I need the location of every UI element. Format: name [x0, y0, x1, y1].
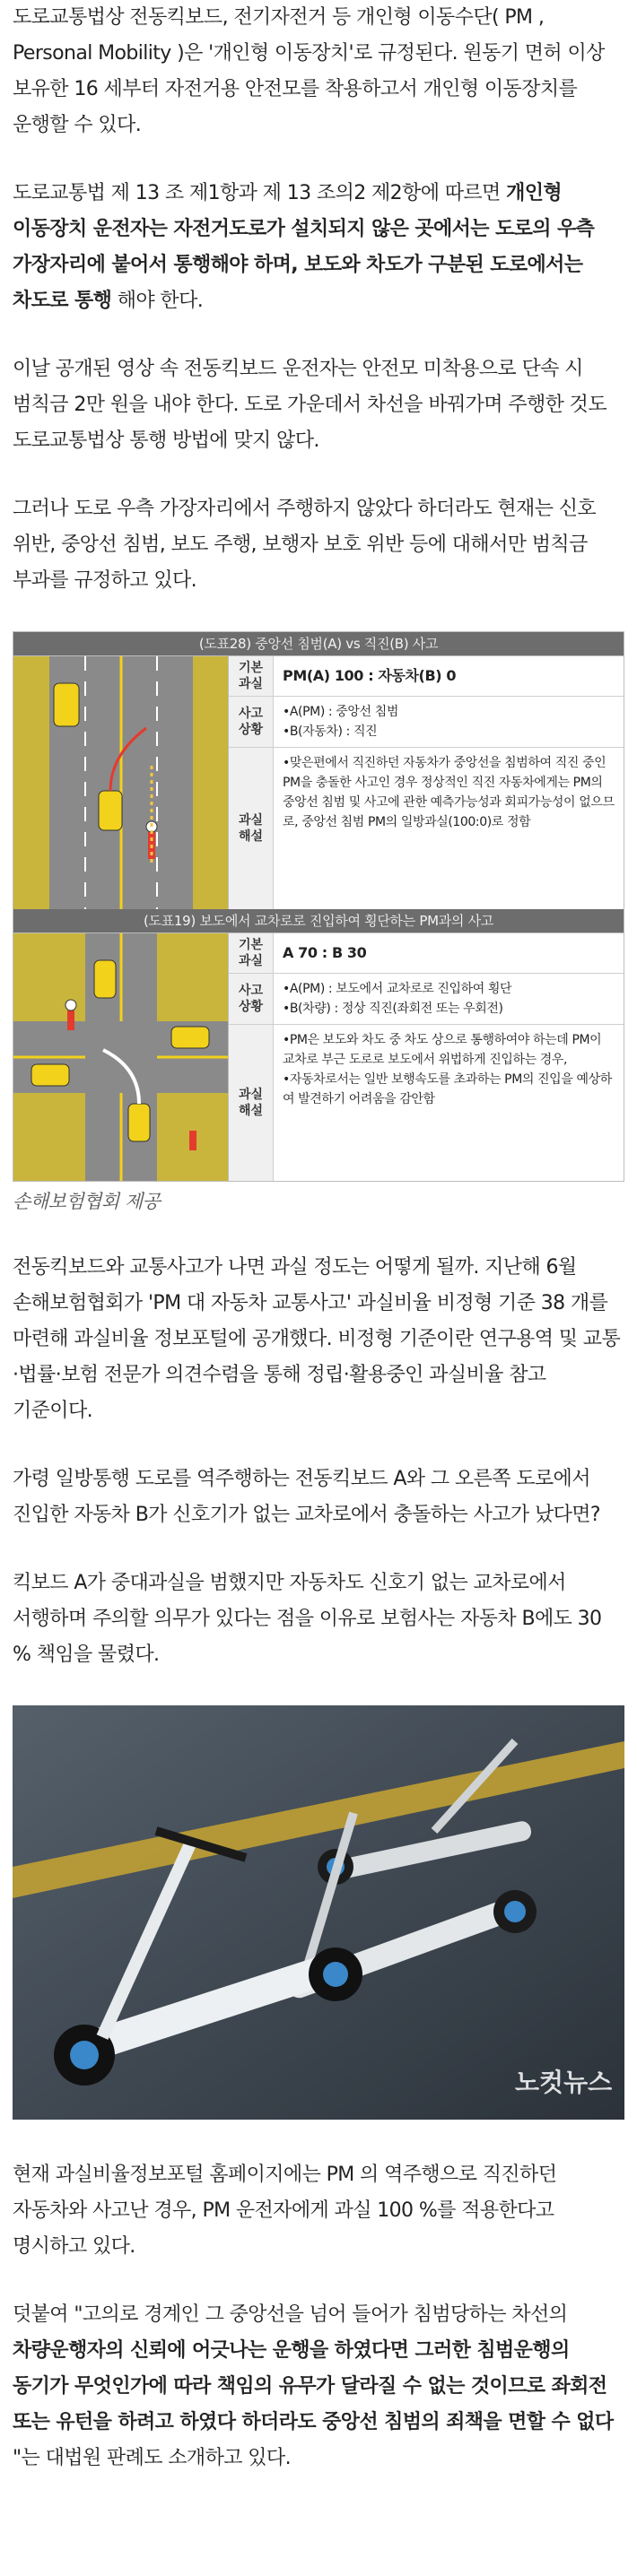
- case-2-explain-a: •PM은 보도와 차도 중 차도 상으로 통행하여야 하는데 PM이 교차로 부근 도로로 보도에서 위법하게 진입하는 경우,: [283, 1033, 602, 1067]
- case-2-situation-b: •B(차량) : 정상 직진(좌회전 또는 우회전): [283, 1002, 503, 1016]
- case-2-explain-row: [229, 1025, 624, 1181]
- case-1-header: (도표28) 중앙선 침범(A) vs 직진(B) 사고: [13, 632, 624, 655]
- paragraph-9-text: 덧붙여 "고의로 경계인 그 중앙선을 넘어 들어가 침범당하는 차선의: [13, 2303, 568, 2326]
- case-2-explain-b: •자동차로서는 일반 보행속도를 초과하는 PM의 진입을 예상하여 발견하기 어려움을 감안함: [283, 1072, 612, 1106]
- case-1: [13, 655, 624, 909]
- paragraph-9-bold: 차량운행자의 신뢰에 어긋나는 운행을 하였다면 그러한 침범운행의 동기가 무엇인가에 따라 책임의 유무가 달라질 수 없는 것이므로 좌회전 또는 유턴을 하려고 하였다 하더라도 중앙선 침범의 죄책을 면할 수 없다: [13, 2339, 614, 2433]
- paragraph-6: 가령 일방통행 도로를 역주행하는 전동킥보드 A와 그 오른쪽 도로에서 진입한 자동차 B가 신호기가 없는 교차로에서 충돌하는 사고가 났다면?: [13, 1468, 600, 1526]
- case-2-situation-label: 사고 상황: [229, 974, 274, 1024]
- paragraph-1: 도로교통법상 전동킥보드, 전기자전거 등 개인형 이동수단( PM , Personal Mobility )은 '개인형 이동장치'로 규정된다. 원동기 면허 이상 보유한 16 세부터 자전거용 안전모를 착용하고서 개인형 이동장치를 운행할 수 있다.: [13, 6, 605, 136]
- case-1-situation-b: •B(자동차) : 직진: [283, 724, 378, 739]
- case-2-rows: [229, 933, 624, 1181]
- case-1-situation-label: 사고 상황: [229, 697, 274, 747]
- case-2-ratio: A 70 : B 30: [283, 944, 367, 961]
- paragraph-2-bold: 개인형 이동장치 운전자는 자전거도로가 설치되지 않은 곳에서는 도로의 우측 가장자리에 붙어서 통행해야 하며, 보도와 차도가 구분된 도로에서는 차도로 통행: [13, 182, 595, 312]
- case-1-diagram: [13, 656, 229, 909]
- case-2-ratio-label: 기본 과실: [229, 933, 274, 973]
- case-2-explain: [274, 1025, 624, 1181]
- case-1-situation: [274, 697, 624, 747]
- case-1-explain: [274, 748, 624, 909]
- case-2-situation-a: •A(PM) : 보도에서 교차로로 진입하여 횡단: [283, 982, 512, 996]
- paragraph-2-end: 해야 한다.: [111, 290, 204, 312]
- case-2-situation-row: [229, 974, 624, 1025]
- scooter-photo: [13, 1705, 624, 2120]
- paragraph-2-text: 도로교통법 제 13 조 제1항과 제 13 조의2 제2항에 따르면: [13, 182, 507, 204]
- case-2-situation: [274, 974, 624, 1024]
- figure-caption: 손해보험협회 제공: [13, 1191, 161, 1212]
- case-1-situation-row: [229, 697, 624, 748]
- road-diagram-1: [13, 656, 229, 909]
- case-2: [13, 932, 624, 1181]
- case-1-ratio-row: [229, 656, 624, 697]
- road-diagram-2: [13, 933, 229, 1181]
- case-2-explain-label: 과실 해설: [229, 1025, 274, 1181]
- paragraph-8: 현재 과실비율정보포털 홈페이지에는 PM 의 역주행으로 직진하던 자동차와 사고난 경우, PM 운전자에게 과실 100 %를 적용한다고 명시하고 있다.: [13, 2164, 557, 2258]
- paragraph-2: [13, 176, 624, 319]
- case-2-diagram: [13, 933, 229, 1181]
- case-2-header: (도표19) 보도에서 교차로로 진입하여 횡단하는 PM과의 사고: [13, 909, 624, 932]
- watermark-logo: 노컷뉴스: [515, 2068, 613, 2097]
- case-1-ratio-label: 기본 과실: [229, 656, 274, 696]
- case-2-ratio-row: [229, 933, 624, 974]
- paragraph-3: 이날 공개된 영상 속 전동킥보드 운전자는 안전모 미착용으로 단속 시 범칙금 2만 원을 내야 한다. 도로 가운데서 차선을 바꿔가며 주행한 것도 도로교통법상 통행 방법에 맞지 않다.: [13, 358, 606, 452]
- paragraph-9-end: "는 대법원 판례도 소개하고 있다.: [13, 2447, 291, 2469]
- fault-ratio-figure: [13, 631, 624, 1182]
- paragraph-7: 킥보드 A가 중대과실을 범했지만 자동차도 신호기 없는 교차로에서 서행하며 주의할 의무가 있다는 점을 이유로 보험사는 자동차 B에도 30 % 책임을 물렸다.: [13, 1572, 602, 1666]
- case-1-explain-text: •맞은편에서 직진하던 자동차가 중앙선을 침범하여 직진 중인 PM을 충돌한 사고인 경우 정상적인 직진 자동차에게는 PM의 중앙선 침범 및 사고에 관한 예측가능성과 회피가능성이 없으므로, 중앙선 침범 PM의 일방과실(100:0)로 정함: [283, 756, 615, 829]
- case-1-rows: [229, 656, 624, 909]
- paragraph-9: [13, 2297, 624, 2476]
- case-1-situation-a: •A(PM) : 중앙선 침범: [283, 705, 398, 719]
- paragraph-4: 그러나 도로 우측 가장자리에서 주행하지 않았다 하더라도 현재는 신호 위반, 중앙선 침범, 보도 주행, 보행자 보호 위반 등에 대해서만 범칙금 부과를 규정하고 있다.: [13, 498, 597, 592]
- case-1-explain-label: 과실 해설: [229, 748, 274, 909]
- paragraph-5: 전동킥보드와 교통사고가 나면 과실 정도는 어떻게 될까. 지난해 6월 손해보험협회가 'PM 대 자동차 교통사고' 과실비율 비정형 기준 38 개를 마련해 과실비율 정보포털에 공개했다. 비정형 기준이란 연구용역 및 교통·법률·보험 전문가 의견수렴을 통해 정립·활용중인 과실비율 참고 기준이다.: [13, 1256, 621, 1422]
- scooter-photo-art: [13, 1705, 624, 2120]
- case-1-ratio: PM(A) 100 : 자동차(B) 0: [283, 667, 457, 684]
- case-1-explain-row: [229, 748, 624, 909]
